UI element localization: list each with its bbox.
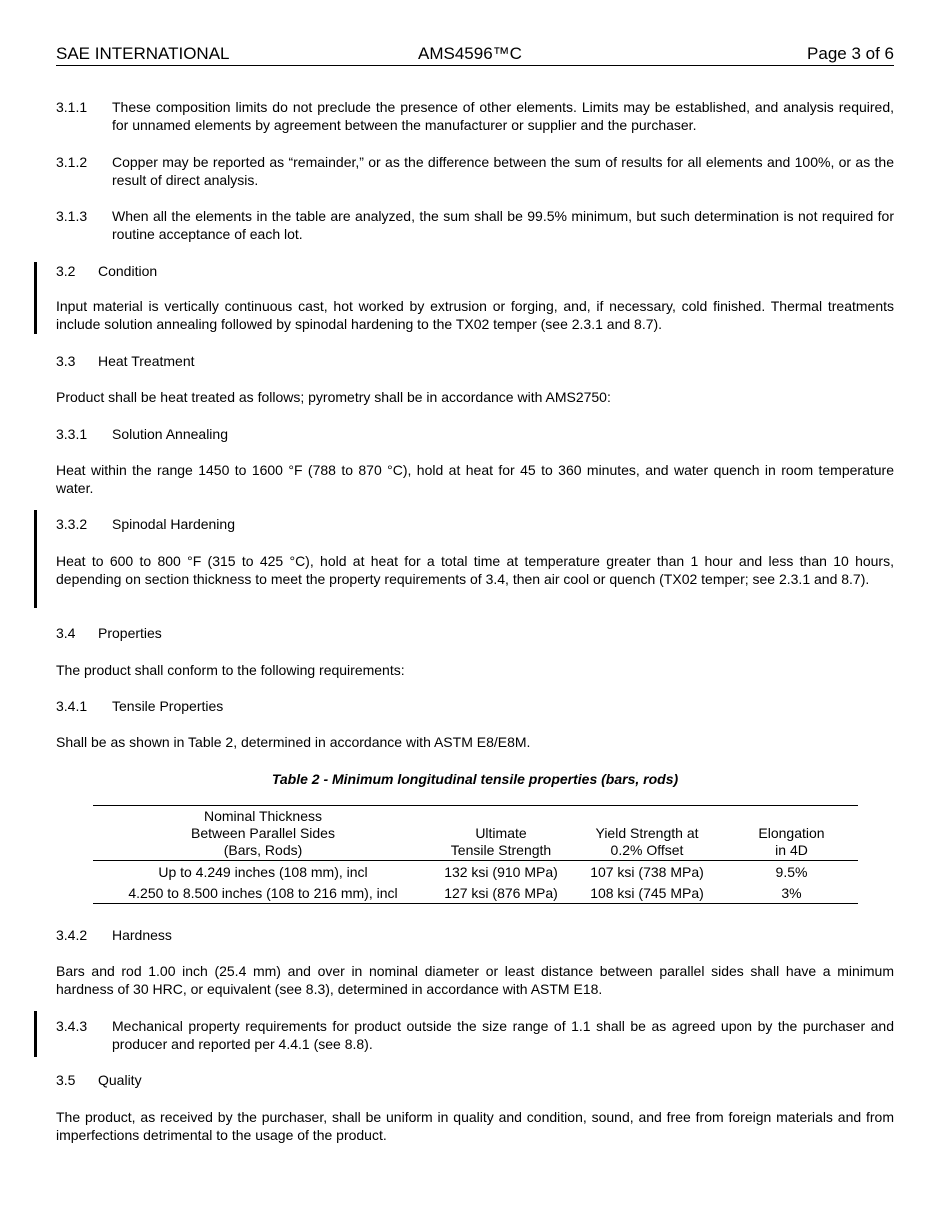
clause-number: 3.4.3 — [56, 1018, 88, 1034]
clause-3-1-2 — [56, 153, 894, 189]
clause-number: 3.1.1 — [56, 99, 88, 115]
org-name: SAE INTERNATIONAL — [56, 44, 230, 63]
section-number: 3.5 — [56, 1072, 76, 1088]
table-cell: Up to 4.249 inches (108 mm), incl — [158, 864, 368, 880]
document-page — [56, 44, 894, 1143]
section-title: Spinodal Hardening — [112, 516, 235, 532]
section-number: 3.4.2 — [56, 927, 88, 943]
header-yield: Yield Strength at 0.2% Offset — [595, 825, 699, 858]
section-number: 3.4 — [56, 625, 76, 641]
table-cell: 4.250 to 8.500 inches (108 to 216 mm), incl — [128, 885, 398, 901]
clause-text: Copper may be reported as “remainder,” or as the difference between the sum of results for all elements and 100%, or as the result of direct analysis. — [112, 154, 894, 188]
header-ultimate: Ultimate Tensile Strength — [450, 825, 552, 858]
table-cell: 9.5% — [775, 864, 808, 880]
heading-3-4 — [56, 624, 894, 642]
heading-3-4-1 — [56, 697, 894, 715]
revision-bar — [34, 262, 37, 334]
section-title: Heat Treatment — [98, 353, 195, 369]
table-cell: 107 ksi (738 MPa) — [590, 864, 704, 880]
paragraph-heat-treatment: Product shall be heat treated as follows; pyrometry shall be in accordance with AMS2750: — [56, 389, 611, 405]
paragraph-condition: Input material is vertically continuous cast, hot worked by extrusion or forging, and, if necessary, cold finished. Thermal treatments include solution annealing followed by spinodal hardening to the TX02 temper (see 2.3.1 and 8.7). — [56, 298, 894, 332]
page-number: Page 3 of 6 — [807, 44, 894, 63]
section-number: 3.4.1 — [56, 698, 88, 714]
table-row — [93, 861, 858, 883]
heading-3-3-1 — [56, 425, 894, 443]
section-title: Hardness — [112, 927, 172, 943]
heading-3-2 — [56, 262, 894, 280]
section-title: Properties — [98, 625, 162, 641]
section-number: 3.3.1 — [56, 426, 88, 442]
section-title: Quality — [98, 1072, 142, 1088]
revision-bar — [34, 510, 37, 608]
tensile-properties-table — [93, 805, 858, 904]
clause-number: 3.1.2 — [56, 154, 88, 170]
table-cell: 108 ksi (745 MPa) — [590, 885, 704, 901]
revision-bar — [34, 1011, 37, 1057]
heading-3-4-2 — [56, 926, 894, 944]
table-caption: Table 2 - Minimum longitudinal tensile properties (bars, rods) — [271, 771, 679, 787]
table-cell: 127 ksi (876 MPa) — [444, 885, 558, 901]
table-header-row — [93, 806, 858, 861]
section-number: 3.3 — [56, 353, 76, 369]
section-number: 3.2 — [56, 263, 76, 279]
clause-3-1-3 — [56, 207, 894, 243]
clause-3-4-3 — [56, 1017, 894, 1053]
clause-text: These composition limits do not preclude the presence of other elements. Limits may be established, and analysis required, for unnamed elements by agreement between the manufacturer or supplier and the purchaser. — [112, 99, 894, 133]
heading-3-5 — [56, 1071, 894, 1089]
clause-3-1-1 — [56, 98, 894, 134]
clause-number: 3.1.3 — [56, 208, 88, 224]
paragraph-hardness: Bars and rod 1.00 inch (25.4 mm) and over in nominal diameter or least distance between parallel sides shall have a minimum hardness of 30 HRC, or equivalent (see 8.3), determined in accordance with ASTM E18. — [56, 963, 894, 997]
table-cell: 132 ksi (910 MPa) — [444, 864, 558, 880]
header-thickness: Nominal Thickness Between Parallel Sides (Bars, Rods) — [191, 808, 335, 858]
section-title: Condition — [98, 263, 158, 279]
table-row — [93, 882, 858, 904]
paragraph-spinodal-hardening: Heat to 600 to 800 °F (315 to 425 °C), hold at heat for a total time at temperature greater than 1 hour and less than 10 hours, depending on section thickness to meet the property requirements of 3.4, then air cool or quench (TX02 temper; see 2.3.1 and 8.7). — [56, 553, 894, 587]
paragraph-solution-annealing: Heat within the range 1450 to 1600 °F (788 to 870 °C), hold at heat for 45 to 360 minutes, and water quench in room temperature water. — [56, 462, 894, 496]
section-title: Solution Annealing — [112, 426, 228, 442]
paragraph-properties: The product shall conform to the following requirements: — [56, 662, 405, 678]
clause-text: When all the elements in the table are analyzed, the sum shall be 99.5% minimum, but such determination is not required for routine acceptance of each lot. — [112, 208, 894, 242]
document-number: AMS4596™C — [418, 44, 522, 63]
heading-3-3 — [56, 352, 894, 370]
section-title: Tensile Properties — [112, 698, 224, 714]
section-number: 3.3.2 — [56, 516, 88, 532]
paragraph-tensile: Shall be as shown in Table 2, determined in accordance with ASTM E8/E8M. — [56, 734, 531, 750]
table-cell: 3% — [781, 885, 802, 901]
paragraph-quality: The product, as received by the purchaser, shall be uniform in quality and condition, sound, and free from foreign materials and from imperfections detrimental to the usage of the product. — [56, 1109, 894, 1143]
header-elongation: Elongation in 4D — [758, 825, 825, 858]
heading-3-3-2 — [56, 515, 894, 533]
page-header — [56, 44, 894, 66]
clause-text: Mechanical property requirements for product outside the size range of 1.1 shall be as agreed upon by the purchaser and producer and reported per 4.4.1 (see 8.8). — [112, 1018, 894, 1052]
